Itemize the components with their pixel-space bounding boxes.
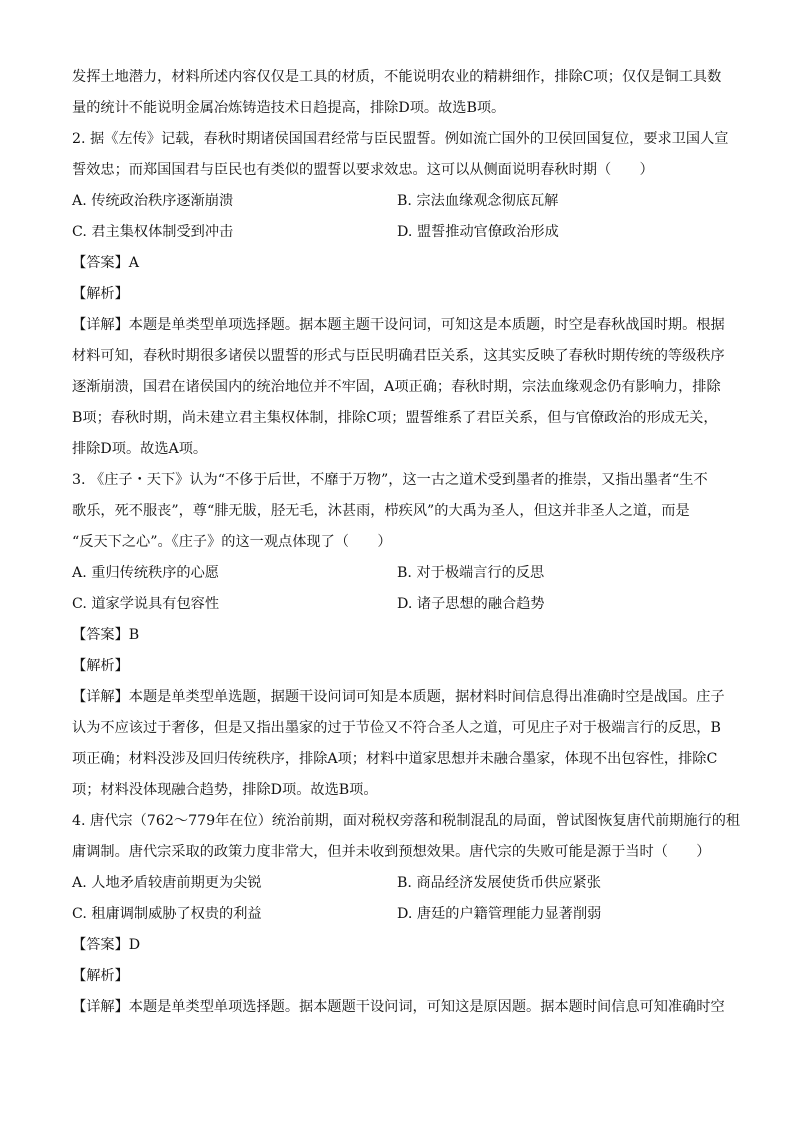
option-b: B. 宗法血缘观念彻底瓦解 xyxy=(397,193,559,209)
options-row xyxy=(72,589,722,620)
text-line: “反天下之心”。《庄子》的这一观点体现了（ ） xyxy=(72,534,392,550)
answer-label: 【答案】A xyxy=(72,255,139,271)
text-line: 【详解】本题是单类型单项选择题。据本题主题干设问词，可知这是本质题，时空是春秋战国时期。根据 xyxy=(72,317,725,333)
question-stem xyxy=(72,124,729,186)
options-row xyxy=(72,186,722,217)
text-line: 【详解】本题是单类型单项选择题。据本题题干设问词，可知这是原因题。据本题时间信息可知准确时空 xyxy=(72,999,725,1015)
option-a: A. 人地矛盾较唐前期更为尖锐 xyxy=(72,875,262,891)
options-row xyxy=(72,558,722,589)
detail-paragraph xyxy=(72,992,725,1023)
question-2 xyxy=(72,124,729,465)
text-line: 3. 《庄子・天下》认为“不侈于后世，不靡于万物”，这一古之道术受到墨者的推崇，又指出墨者“生不 xyxy=(72,472,708,488)
text-line: B项；春秋时期，尚未建立君主集权体制，排除C项；盟誓维系了君臣关系，但与官僚政治的形成无关， xyxy=(72,410,718,426)
option-d: D. 唐廷的户籍管理能力显著削弱 xyxy=(397,906,602,922)
option-a: A. 重归传统秩序的心愿 xyxy=(72,565,219,581)
question-3 xyxy=(72,465,725,806)
intro-paragraph xyxy=(72,62,722,124)
document-page xyxy=(72,62,741,1023)
option-b: B. 对于极端言行的反思 xyxy=(397,565,545,581)
option-c: C. 租庸调制威胁了权贵的利益 xyxy=(72,906,262,922)
text-line: 逐渐崩溃，国君在诸侯国内的统治地位并不牢固，A项正确；春秋时期，宗法血缘观念仍有影响力，排除 xyxy=(72,379,721,395)
text-line: 项；材料没体现融合趋势，排除D项。故选B项。 xyxy=(72,782,378,798)
text-line: 【详解】本题是单类型单选题，据题干设问词可知是本质题，据材料时间信息得出准确时空是战国。庄子 xyxy=(72,689,725,705)
detail-paragraph xyxy=(72,310,725,465)
text-line: 材料可知，春秋时期很多诸侯以盟誓的形式与臣民明确君臣关系，这其实反映了春秋时期传统的等级秩序 xyxy=(72,348,725,364)
answer-label: 【答案】D xyxy=(72,937,141,953)
text-line: 项正确；材料没涉及回归传统秩序，排除A项；材料中道家思想并未融合墨家，体现不出包容性，排除C xyxy=(72,751,718,767)
text-line: 认为不应该过于奢侈，但是又指出墨家的过于节俭又不符合圣人之道，可见庄子对于极端言行的反思，B xyxy=(72,720,721,736)
question-stem xyxy=(72,806,741,868)
option-b: B. 商品经济发展使货币供应紧张 xyxy=(397,875,601,891)
text-line: 发挥土地潜力，材料所述内容仅仅是工具的材质，不能说明农业的精耕细作，排除C项；仅仅是铜工具数 xyxy=(72,69,722,85)
detail-paragraph xyxy=(72,682,725,806)
options-row xyxy=(72,899,722,930)
answer-label: 【答案】B xyxy=(72,627,140,643)
question-stem xyxy=(72,465,722,558)
options-row xyxy=(72,868,722,899)
question-4 xyxy=(72,806,741,1023)
option-c: C. 道家学说具有包容性 xyxy=(72,596,220,612)
analysis-label: 【解析】 xyxy=(72,968,129,984)
text-line: 排除D项。故选A项。 xyxy=(72,441,208,457)
option-d: D. 诸子思想的融合趋势 xyxy=(397,596,545,612)
options-row xyxy=(72,217,722,248)
option-a: A. 传统政治秩序逐渐崩溃 xyxy=(72,193,234,209)
analysis-label: 【解析】 xyxy=(72,286,129,302)
text-line: 量的统计不能说明金属冶炼铸造技术日趋提高，排除D项。故选B项。 xyxy=(72,100,506,116)
text-line: 2. 据《左传》记载，春秋时期诸侯国国君经常与臣民盟誓。例如流亡国外的卫侯回国复位，要求卫国人宣 xyxy=(72,131,729,147)
option-c: C. 君主集权体制受到冲击 xyxy=(72,224,234,240)
text-line: 誓效忠；而郑国国君与臣民也有类似的盟誓以要求效忠。这可以从侧面说明春秋时期（ ） xyxy=(72,162,654,178)
analysis-label: 【解析】 xyxy=(72,658,129,674)
text-line: 4. 唐代宗（762～779年在位）统治前期，面对税权旁落和税制混乱的局面，曾试图恢复唐代前期施行的租 xyxy=(72,813,741,829)
option-d: D. 盟誓推动官僚政治形成 xyxy=(397,224,559,240)
text-line: 庸调制。唐代宗采取的政策力度非常大，但并未收到预想效果。唐代宗的失败可能是源于当时（ ） xyxy=(72,844,711,860)
text-line: 歌乐，死不服丧”，尊“腓无胈，胫无毛，沐甚雨，栉疾风”的大禹为圣人，但这并非圣人之道，而是 xyxy=(72,503,690,519)
